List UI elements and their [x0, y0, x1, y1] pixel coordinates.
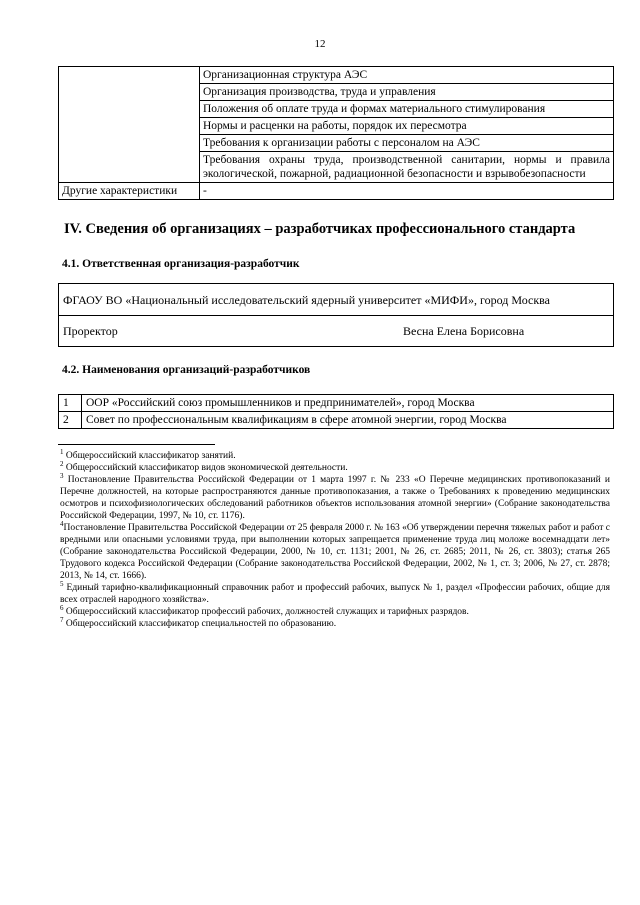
section-title: IV. Сведения об организациях – разработчиках профессионального стандарта — [64, 221, 576, 237]
footnote-mark: 1 — [60, 447, 64, 456]
table-cell: Нормы и расценки на работы, порядок их пересмотра — [200, 118, 614, 135]
developers-table — [58, 394, 614, 429]
responsible-role: Проректор — [63, 324, 118, 338]
table-cell: Организация производства, труда и управления — [200, 84, 614, 101]
footnote — [60, 519, 610, 582]
footnote — [60, 471, 610, 522]
subsection-title-responsible: 4.1. Ответственная организация-разработчик — [62, 258, 300, 270]
footnote-text: Общероссийский классификатор занятий. — [65, 451, 236, 461]
footnote — [60, 447, 610, 462]
footnotes — [60, 447, 610, 630]
developer-name: ООР «Российский союз промышленников и предпринимателей», город Москва — [82, 395, 614, 412]
page-number: 12 — [314, 38, 326, 50]
other-characteristics-value: - — [200, 183, 614, 200]
table-cell: Организационная структура АЭС — [200, 67, 614, 84]
footnote — [60, 459, 610, 474]
responsible-org-box — [58, 283, 614, 347]
responsible-org-row — [59, 284, 613, 316]
footnote-text: Общероссийский классификатор профессий рабочих, должностей служащих и тарифных разрядов. — [65, 607, 469, 617]
footnote — [60, 579, 610, 606]
footnote-text: Общероссийский классификатор специальностей по образованию. — [65, 619, 337, 629]
footnote-text: Постановление Правительства Российской Федерации от 1 марта 1997 г. № 233 «О Перечне медицинских противопоказаний и Перечне должностей, на которые распространяются данные противопоказания, а также о Требованиях к проведению медицинских осмотров и психофизиологических обследований работников объектов использования атомной энергии» (Собрание законодательства Российской Федерации, 1997, № 10, ст. 1176). — [60, 475, 610, 521]
table-cell: Требования охраны труда, производственной санитарии, нормы и правила экологической, пожарной, радиационной безопасности и взрывобезопасности — [200, 152, 614, 183]
footnote — [60, 615, 610, 630]
footnote-mark: 2 — [60, 459, 64, 468]
developer-number: 1 — [59, 395, 82, 412]
footnote-text: Общероссийский классификатор видов экономической деятельности. — [65, 463, 348, 473]
table-row — [59, 67, 614, 84]
footnote-mark: 3 — [60, 471, 64, 480]
footnote-text: Единый тарифно-квалификационный справочник работ и профессий рабочих, выпуск № 1, раздел «Профессии рабочих, общие для всех отраслей народного хозяйства». — [60, 583, 610, 605]
table-cell: Требования к организации работы с персоналом на АЭС — [200, 135, 614, 152]
footnote-mark: 4 — [60, 519, 64, 528]
footnote-text: Постановление Правительства Российской Федерации от 25 февраля 2000 г. № 163 «Об утверждении перечня тяжелых работ и работ с вредными или опасными условиями труда, при выполнении которых запрещается применение труда лиц моложе восемнадцати лет» (Собрание законодательства Российской Федерации, 2000, № 10, ст. 1131; 2001, № 26, ст. 2685; 2011, № 26, ст. 3803); статья 265 Трудового кодекса Российской Федерации (Собрание законодательства Российской Федерации, 2002, № 1, ст. 3; 2006, № 27, ст. 2878; 2013, № 14, ст. 1666). — [60, 523, 610, 581]
footnote-mark: 7 — [60, 615, 64, 624]
footnote — [60, 603, 610, 618]
responsible-person: Весна Елена Борисовна — [403, 324, 525, 338]
table-cell: Положения об оплате труда и формах материального стимулирования — [200, 101, 614, 118]
footnote-mark: 5 — [60, 579, 64, 588]
responsible-org-name: ФГАОУ ВО «Национальный исследовательский ядерный университет «МИФИ», город Москва — [63, 293, 550, 307]
table-row — [59, 412, 614, 429]
table-row — [59, 183, 614, 200]
subsection-title-developers: 4.2. Наименования организаций-разработчиков — [62, 364, 311, 376]
empty-label-cell — [59, 67, 200, 183]
footnote-mark: 6 — [60, 603, 64, 612]
footnote-divider — [58, 444, 215, 445]
other-characteristics-label: Другие характеристики — [59, 183, 200, 200]
developer-number: 2 — [59, 412, 82, 429]
developer-name: Совет по профессиональным квалификациям в сфере атомной энергии, город Москва — [82, 412, 614, 429]
table-row — [59, 395, 614, 412]
characteristics-table — [58, 66, 614, 200]
